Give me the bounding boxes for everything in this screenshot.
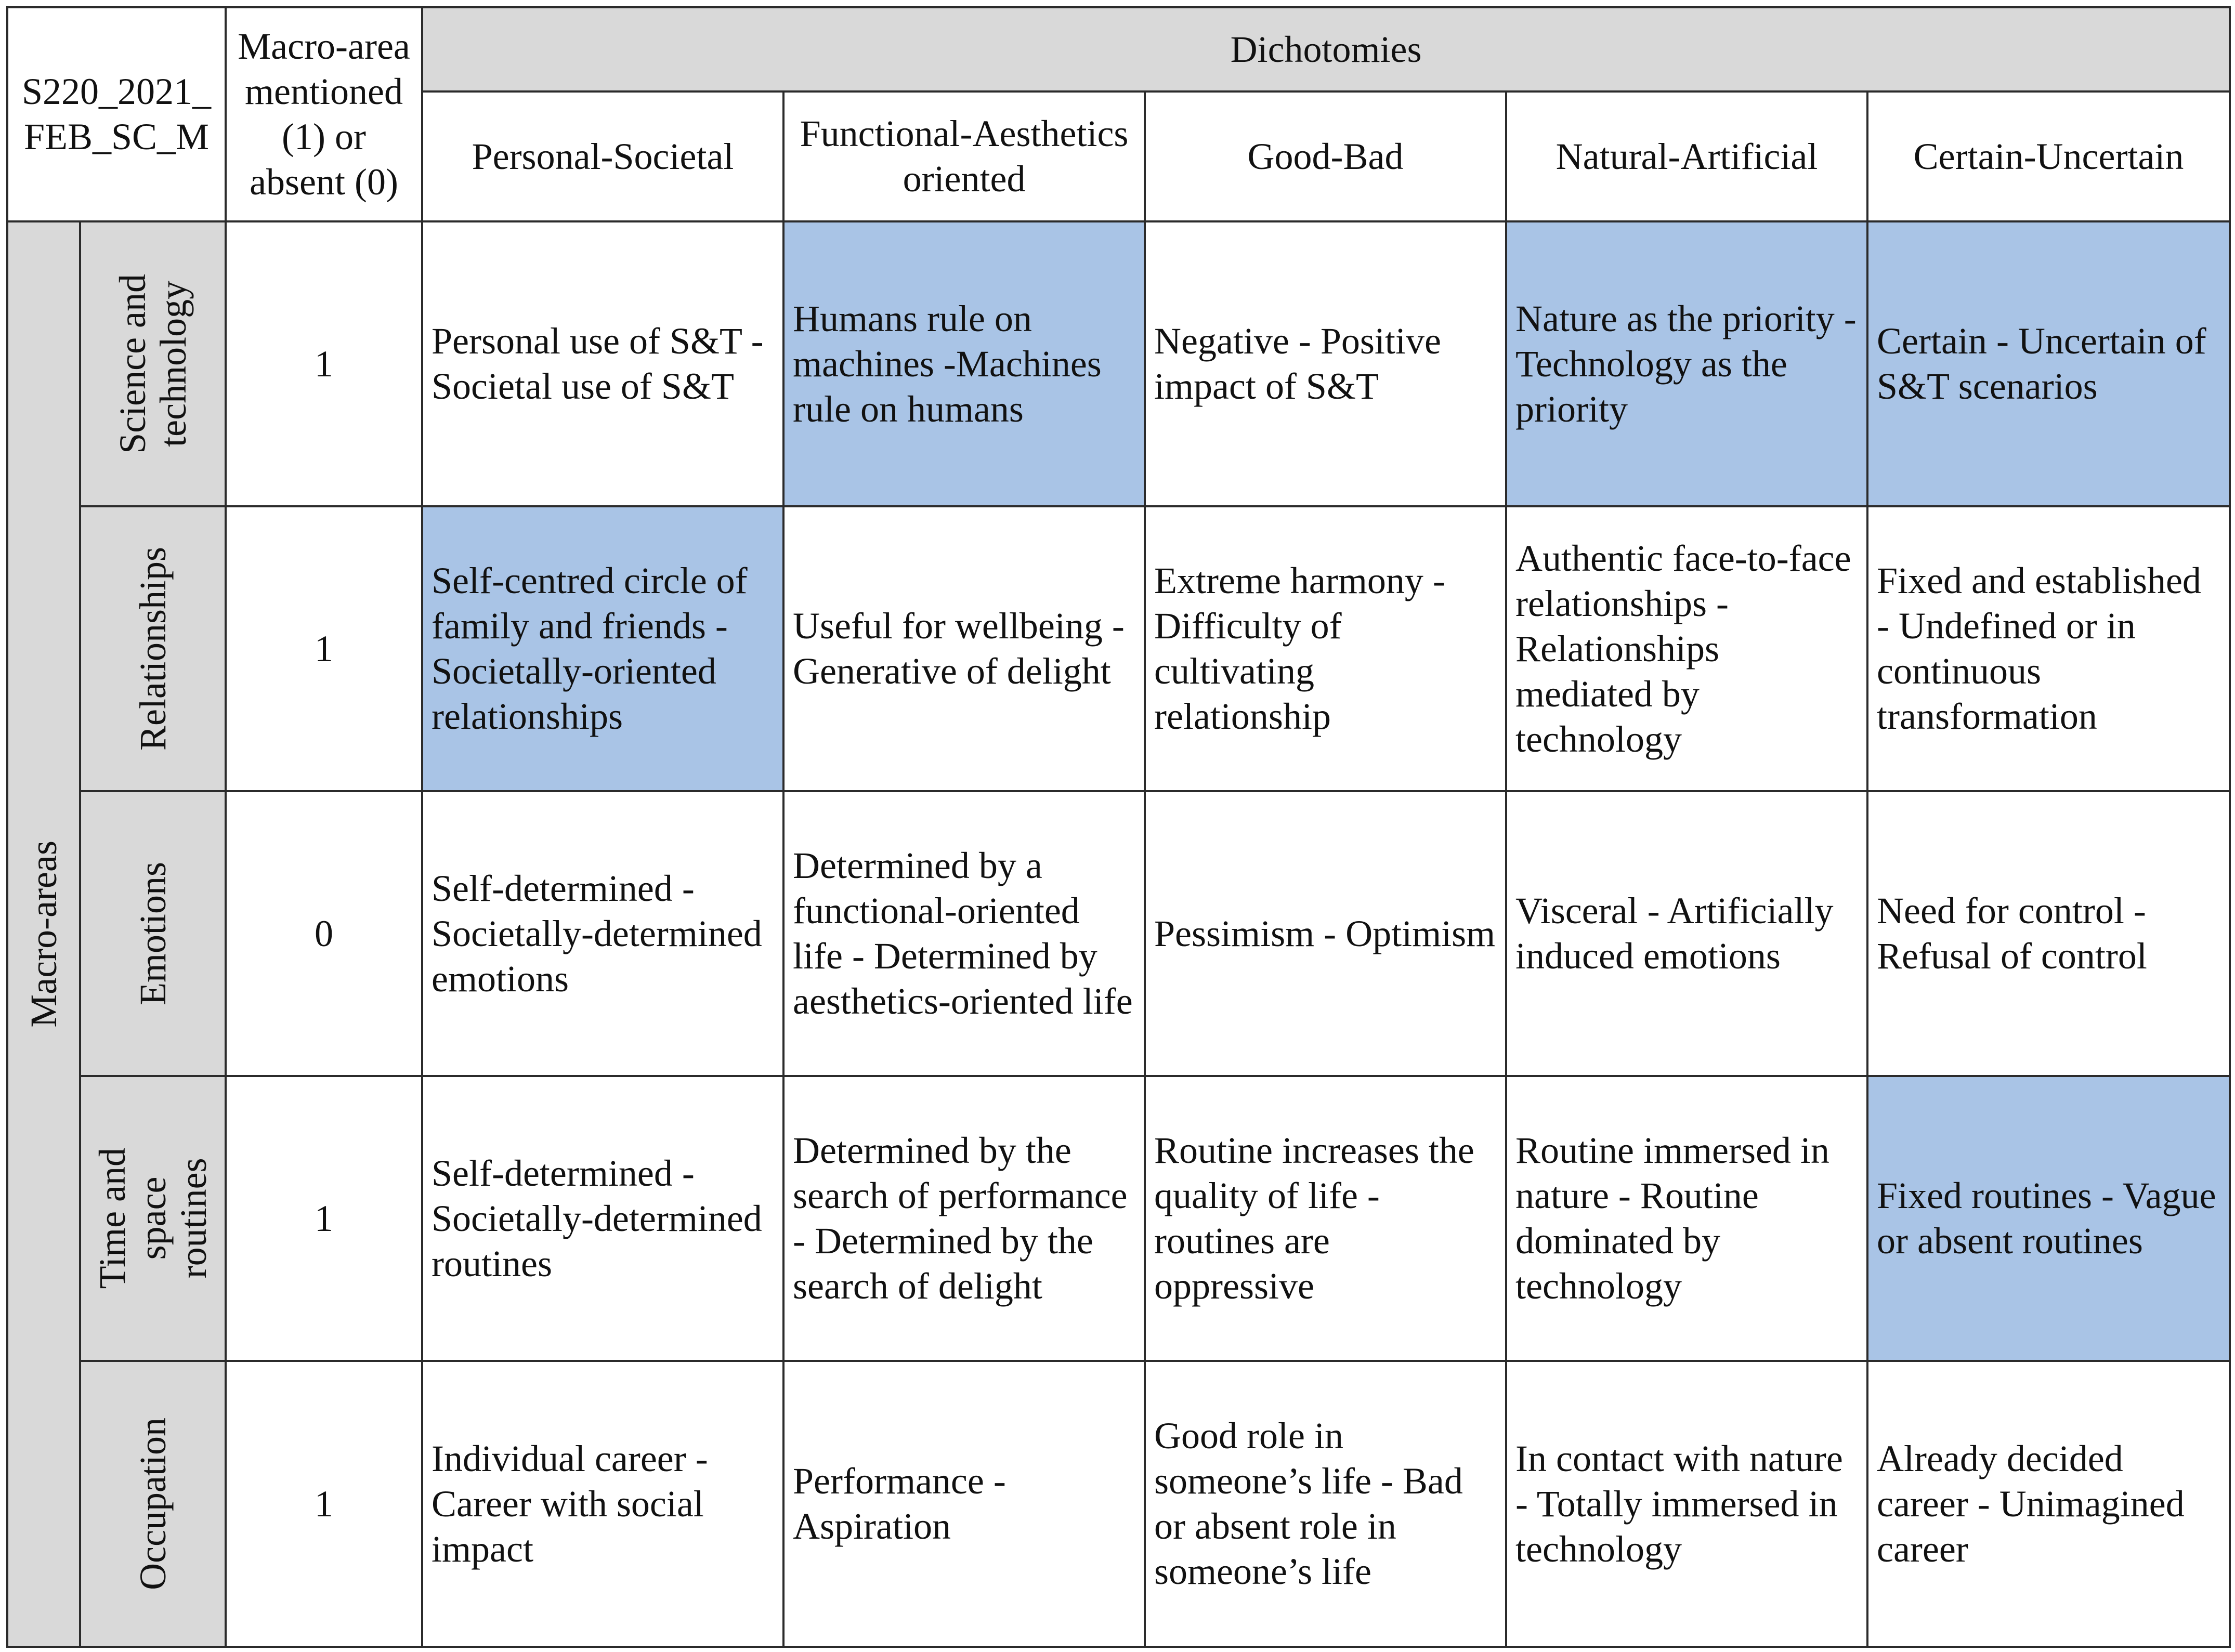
table-cell: In contact with nature - Totally immersed in technology — [1506, 1361, 1867, 1647]
mentioned-value: 1 — [226, 1361, 422, 1647]
dichotomy-header-functional-aesthetics: Functional-Aesthetics oriented — [783, 91, 1145, 221]
table-cell: Authentic face-to-face relationships - Relationships mediated by technology — [1506, 506, 1867, 791]
table-cell: Good role in someone’s life - Bad or absent role in someone’s life — [1145, 1361, 1506, 1647]
mentioned-value: 1 — [226, 221, 422, 506]
area-label-cell — [80, 506, 226, 791]
table-cell: Determined by the search of performance - Determined by the search of delight — [783, 1076, 1145, 1361]
table-cell: Negative - Positive impact of S&T — [1145, 221, 1506, 506]
table-id-cell: S220_2021_ FEB_SC_M — [7, 7, 226, 221]
table-row — [7, 791, 2230, 1076]
dichotomy-header-natural-artificial: Natural-Artificial — [1506, 91, 1867, 221]
macro-areas-label-cell — [7, 221, 80, 1647]
area-label: Occupation — [132, 1418, 174, 1590]
table-cell: Nature as the priority - Technology as the priority — [1506, 221, 1867, 506]
table-row — [7, 221, 2230, 506]
table-row — [7, 1076, 2230, 1361]
area-label-cell — [80, 221, 226, 506]
table-cell: Self-determined - Societally-determined emotions — [422, 791, 783, 1076]
table-cell: Self-determined - Societally-determined routines — [422, 1076, 783, 1361]
table-cell: Routine immersed in nature - Routine dominated by technology — [1506, 1076, 1867, 1361]
table-cell: Self-centred circle of family and friends - Societally-oriented relationships — [422, 506, 783, 791]
mentioned-value: 1 — [226, 506, 422, 791]
header-row-1 — [7, 7, 2230, 91]
area-label-cell — [80, 791, 226, 1076]
table-cell: Visceral - Artificially induced emotions — [1506, 791, 1867, 1076]
table-cell: Certain - Uncertain of S&T scenarios — [1867, 221, 2230, 506]
table-cell: Pessimism - Optimism — [1145, 791, 1506, 1076]
table-cell: Personal use of S&T - Societal use of S&T — [422, 221, 783, 506]
mentioned-value: 1 — [226, 1076, 422, 1361]
table-cell: Need for control - Refusal of control — [1867, 791, 2230, 1076]
dichotomies-header: Dichotomies — [422, 7, 2230, 91]
dichotomy-header-certain-uncertain: Certain-Uncertain — [1867, 91, 2230, 221]
area-label-cell — [80, 1361, 226, 1647]
area-label: Time and space routines — [92, 1148, 214, 1289]
table-cell: Performance - Aspiration — [783, 1361, 1145, 1647]
area-label-cell — [80, 1076, 226, 1361]
dichotomies-table — [6, 6, 2231, 1648]
table-cell: Fixed and established - Undefined or in continuous transformation — [1867, 506, 2230, 791]
dichotomy-header-personal-societal: Personal-Societal — [422, 91, 783, 221]
table-cell: Useful for wellbeing - Generative of delight — [783, 506, 1145, 791]
table-row — [7, 1361, 2230, 1647]
table-cell: Fixed routines - Vague or absent routines — [1867, 1076, 2230, 1361]
table-cell: Humans rule on machines -Machines rule on humans — [783, 221, 1145, 506]
table-cell: Already decided career - Unimagined career — [1867, 1361, 2230, 1647]
macro-mentioned-header: Macro-area mentioned (1) or absent (0) — [226, 7, 422, 221]
table-row — [7, 506, 2230, 791]
table-cell: Individual career - Career with social impact — [422, 1361, 783, 1647]
area-label: Science and technology — [112, 274, 194, 454]
table-cell: Determined by a functional-oriented life - Determined by aesthetics-oriented life — [783, 791, 1145, 1076]
area-label: Emotions — [132, 861, 174, 1005]
area-label: Relationships — [132, 547, 174, 751]
table-cell: Extreme harmony - Difficulty of cultivating relationship — [1145, 506, 1506, 791]
mentioned-value: 0 — [226, 791, 422, 1076]
macro-areas-label: Macro-areas — [23, 841, 64, 1028]
table-cell: Routine increases the quality of life - routines are oppressive — [1145, 1076, 1506, 1361]
dichotomy-header-good-bad: Good-Bad — [1145, 91, 1506, 221]
